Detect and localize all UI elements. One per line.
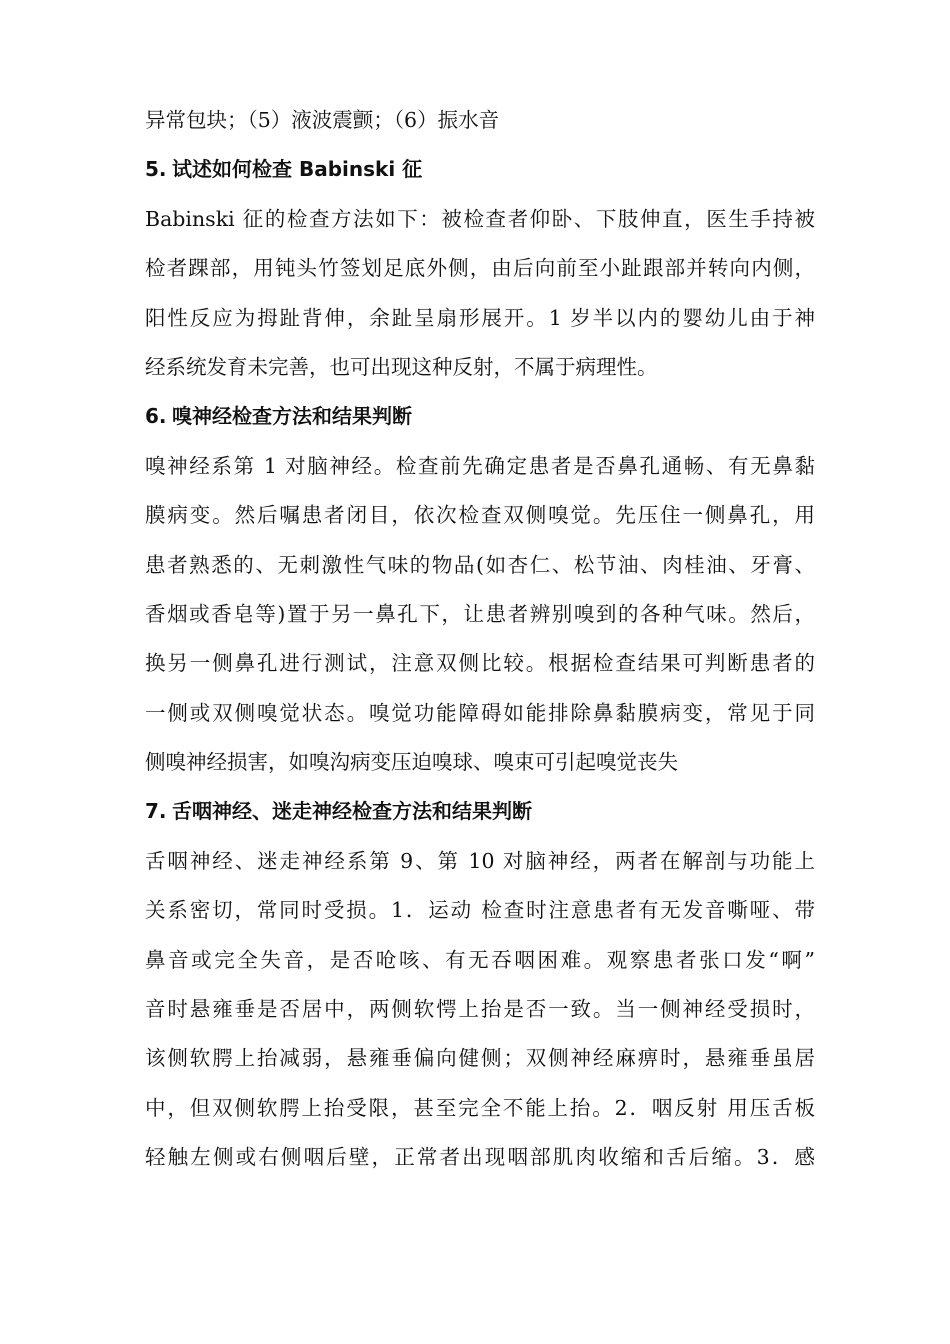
paragraph-line: 阳性反应为拇趾背伸，余趾呈扇形展开。1 岁半以内的婴幼儿由于神	[145, 305, 815, 330]
paragraph-line: 膜病变。然后嘱患者闭目，依次检查双侧嗅觉。先压住一侧鼻孔，用	[145, 503, 815, 528]
paragraph-line: 经系统发育未完善，也可出现这种反射，不属于病理性。	[145, 354, 658, 379]
paragraph-line: 鼻音或完全失音，是否呛咳、有无吞咽困难。观察患者张口发“啊”	[145, 947, 815, 972]
paragraph-line: 该侧软腭上抬减弱，悬雍垂偏向健侧；双侧神经麻痹时，悬雍垂虽居	[145, 1046, 815, 1071]
paragraph-line: 侧嗅神经损害，如嗅沟病变压迫嗅球、嗅束可引起嗅觉丧失	[145, 750, 678, 775]
section-heading	[145, 145, 815, 194]
heading-text: 嗅神经检查方法和结果判断	[172, 404, 412, 429]
heading-text: 舌咽神经、迷走神经检查方法和结果判断	[172, 799, 532, 824]
document-page	[145, 96, 815, 1183]
paragraph-line: 患者熟悉的、无刺激性气味的物品(如杏仁、松节油、肉桂油、牙膏、	[145, 552, 815, 577]
paragraph-line: 异常包块；（5）液波震颤；（6）振水音	[145, 108, 500, 132]
paragraph-line: 换另一侧鼻孔进行测试，注意双侧比较。根据检查结果可判断患者的	[145, 651, 815, 676]
paragraph-line: 关系密切，常同时受损。1．运动 检查时注意患者有无发音嘶哑、带	[145, 898, 815, 923]
paragraph-line: Babinski 征的检查方法如下：被检查者仰卧、下肢伸直，医生手持被	[145, 206, 815, 231]
paragraph-line: 嗅神经系第 1 对脑神经。检查前先确定患者是否鼻孔通畅、有无鼻黏	[145, 453, 815, 478]
paragraph-line: 舌咽神经、迷走神经系第 9、第 10 对脑神经，两者在解剖与功能上	[145, 848, 815, 873]
heading-number: 5.	[145, 157, 167, 182]
heading-text: 试述如何检查 Babinski 征	[172, 157, 423, 182]
paragraph-line: 轻触左侧或右侧咽后壁，正常者出现咽部肌肉收缩和舌后缩。3．感	[145, 1145, 815, 1170]
section-heading	[145, 392, 815, 441]
paragraph-line: 香烟或香皂等)置于另一鼻孔下，让患者辨别嗅到的各种气味。然后，	[145, 601, 815, 626]
paragraph-line: 检者踝部，用钝头竹签划足底外侧，由后向前至小趾跟部并转向内侧，	[145, 256, 815, 281]
heading-number: 7.	[145, 799, 167, 824]
paragraph-line: 中，但双侧软腭上抬受限，甚至完全不能上抬。2．咽反射 用压舌板	[145, 1095, 815, 1120]
paragraph-line: 音时悬雍垂是否居中，两侧软愕上抬是否一致。当一侧神经受损时，	[145, 997, 815, 1022]
section-heading	[145, 787, 815, 836]
heading-number: 6.	[145, 404, 167, 429]
paragraph-line: 一侧或双侧嗅觉状态。嗅觉功能障碍如能排除鼻黏膜病变，常见于同	[145, 700, 815, 725]
